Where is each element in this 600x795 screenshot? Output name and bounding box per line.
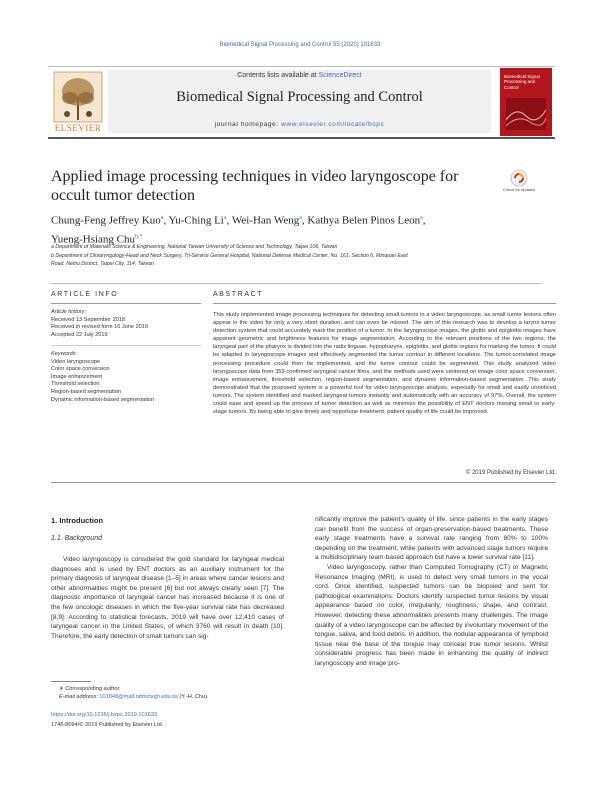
body-left-column: Video laryngoscopy is considered the gold standard for laryngeal medical diagnoses and is used by ENT doctors as an auxiliary instrument for the primary diagnosis of laryngeal disease [1–5] in areas where cancer lesions and other abnormalities might be present [6] but not always clearly seen [7]. The diagnostic importance of laryngeal cancer has increased because it is one of the few oncologic diseases in which the five-year survival rate has decreased [8,9]. According to statistical forecasts, 2019 will have over 12,410 cases of laryngeal cancer in the United States, of which 3760 will result in death [10]. Therefore, the early detection of small tumors can sig- [51, 556, 284, 640]
author-list [51, 210, 551, 247]
doi-link[interactable]: https://doi.org/10.1016/j.bspc.2019.101633 [51, 712, 158, 718]
footnote-rule [51, 681, 91, 682]
author-affil-sup[interactable]: b,* [135, 233, 143, 240]
journal-homepage-line [108, 121, 491, 128]
journal-citation[interactable]: Biomedical Signal Processing and Control 55 (2020) 101633 [219, 42, 381, 48]
author-name[interactable]: Chung-Feng Jeffrey Kuo [51, 214, 161, 227]
article-history [51, 309, 206, 339]
abstract-end-rule [51, 482, 556, 483]
keyword-item: Video laryngoscope [51, 358, 101, 365]
journal-cover-thumbnail [500, 68, 552, 136]
keywords-label: Keywords: [51, 351, 78, 357]
author-affil-sup[interactable]: a [420, 215, 423, 221]
history-revised: Received in revised form 16 June 2019 [51, 324, 149, 331]
keywords [51, 351, 206, 404]
body-right-column [315, 515, 548, 669]
affiliation-a: a Department of Materials Science & Engineering, National Taiwan University of Science and Technology, Taipei 106, Taiwan [51, 244, 338, 250]
email-owner: (Y.-H. Chu). [177, 694, 209, 700]
contents-available-line [108, 72, 491, 79]
affiliation-b-cont: Road, Neihu District, Taipei City, 114, Taiwan [51, 261, 154, 267]
issn-line: 1746-8094/© 2019 Published by Elsevier Ltd. [51, 722, 164, 728]
authors-line-1: Chung-Feng Jeffrey Kuo$^a$, Yu-Ching Li$^a$, Wei-Han Weng$^a$, Kathya Belen Pinos Leon$^a$, [51, 214, 426, 227]
paper-title: Applied image processing techniques in video laryngoscope for occult tumor detection [51, 168, 459, 204]
check-for-updates-label[interactable]: Check for updates [502, 187, 536, 192]
abstract-rule [213, 303, 556, 304]
body-right-paragraph-1: nificantly improve the patient's quality of life, since patients in the early stages can benefit from the success of organ-preservation-based treatments. These early stage treatments have a survival rate ranging from 80% to 100% depending on the treatment, while patients with advanced stage tumors require a multidisciplinary team-based approach but have a lower survival rate [11]. [315, 516, 548, 562]
affiliation-b: b Department of Otolaryngology-Head and Neck Surgery, Tri-Service General Hospital, National Defense Medical Center, No. 161, Section 6, Minquan East [51, 252, 408, 259]
email-line [51, 693, 291, 701]
section-heading-introduction: 1. Introduction [51, 516, 104, 525]
author-name[interactable]: Yu-Ching Li [168, 214, 224, 227]
footnote [51, 685, 291, 701]
check-for-updates-icon[interactable] [505, 168, 533, 202]
author-affil-sup[interactable]: a [160, 215, 164, 221]
author-affil-sup[interactable]: a [223, 215, 227, 221]
subsection-heading-background: 1.1. Background [51, 535, 102, 542]
email-link[interactable]: 101048@mail.ndmctsgh.edu.tw [99, 694, 178, 700]
homepage-prefix: journal homepage: [214, 121, 282, 128]
elsevier-wordmark: ELSEVIER [54, 123, 102, 133]
abstract-text: This study implemented image processing techniques for detecting small tumors in a video laryngoscope, as small tumor lesions often appear in the video for only a very short duration, and can even be missed. The aim of this research was to develop a larynx tumor detection system that could accurately mark the position of a tumor. In the laryngoscope images, the glottis and epiglottis images have apparent geometric and brightness features for image segmentation. According to the relevant positions of the two regions, the laryngeal part of the pharynx is divided into the radix linguae, hypopharynx, epiglottis, and glottis regions for marking the tumor. It could be adapted in laryngoscope images and effectively segmented the tumor contour in different locations. The tumor-correlated image processing procedure could then be implemented, and the tumor contour could be segmented. This study analyzed video laryngoscope data from 359 confirmed laryngeal cancer films, and the methods used were centered on image color space conversion, image enhancement, threshold selection, region-based segmentation, and dynamic information-based segmentation. This study demonstrated that the proposed system is a powerful tool for video laryngoscope analysis, especially for small and easily unnoticed tumors. The system identified and marked laryngeal tumors instantly and automatically with an accuracy of 97%. Overall, the system could ease and speed up the process of tumor detection as well as minimize the possibility of ENT doctors missing small or early-stage tumors. By being able to give timely and opportune treatment, patient quality of life could be improved. [213, 312, 556, 416]
author-name[interactable]: Kathya Belen Pinos Leon [307, 214, 421, 227]
journal-homepage-link[interactable]: www.elsevier.com/locate/bspc [281, 121, 385, 128]
cover-artwork [506, 98, 546, 130]
author-name[interactable]: Yueng-Hsiang Chu [51, 233, 136, 246]
email-label: E-mail address: [59, 694, 100, 700]
info-divider [51, 345, 201, 346]
section-rule [51, 283, 541, 284]
keyword-item: Region-based segmentation [51, 388, 121, 395]
article-info-heading: ARTICLE INFO [51, 291, 119, 298]
abstract-copyright: © 2019 Published by Elsevier Ltd. [465, 470, 556, 476]
history-received: Received 13 September 2018 [51, 316, 126, 323]
keyword-item: Color space conversion [51, 366, 110, 373]
body-right-paragraph-2: Video laryngoscopy, rather than Computed Tomography (CT) or Magnetic Resonance Imaging (MRI), is used to detect very small tumors in the vocal cord. Once identified, suspected tumors can be biopsied and sent for pathological examinations. Doctors identify suspected tumor lesions by visual appearance based on color, irregularity, roughness, shape, and contrast. However, detecting these abnormalities presents many challenges. The image quality of a video laryngoscope can be affected by involuntary movement of the tongue, saliva, and food debris. In addition, the nodular appearance of lymphoid tissue near the base of the tongue may conceal true tumor lesions. Whilst considerable progress has been made in enhancing the quality of indirect laryngoscopy and image pro- [315, 563, 548, 667]
author-affil-sup[interactable]: a [299, 215, 302, 221]
contents-prefix: Contents lists available at [237, 72, 319, 79]
keyword-item: Dynamic information-based segmentation [51, 396, 155, 403]
author-name[interactable]: Wei-Han Weng [231, 214, 300, 227]
affiliations [51, 243, 551, 269]
abstract-heading: ABSTRACT [213, 291, 264, 298]
info-rule [51, 303, 201, 304]
sciencedirect-link[interactable]: ScienceDirect [318, 72, 362, 79]
cover-title: Biomedical Signal Processing and Control [504, 74, 540, 90]
keyword-item: Threshold selection [51, 381, 100, 388]
history-label: Article history: [51, 309, 87, 315]
history-accepted: Accepted 22 July 2019 [51, 331, 108, 338]
corresponding-author-note: ∗ Corresponding author. [59, 686, 121, 692]
journal-title: Biomedical Signal Processing and Control [176, 89, 423, 105]
keyword-item: Image enhancement [51, 373, 102, 380]
